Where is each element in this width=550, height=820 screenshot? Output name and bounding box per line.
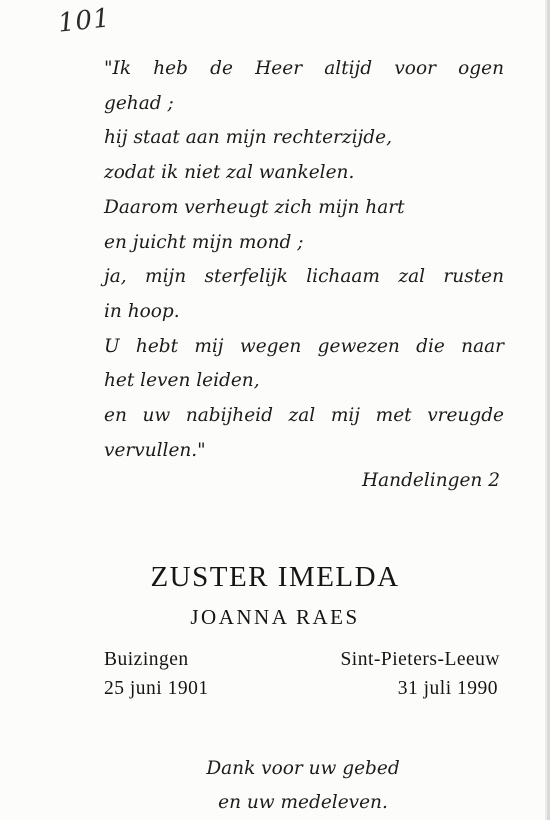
verse-line: en juicht mijn mond ; bbox=[104, 231, 304, 253]
verse-line: hij staat aan mijn rechterzijde, bbox=[104, 127, 392, 149]
death-date: 31 juli 1990 bbox=[397, 678, 498, 699]
handwritten-number: 101 bbox=[56, 3, 113, 39]
thanks-line: en uw medeleven. bbox=[218, 792, 388, 813]
verse-line: zodat ik niet zal wankelen. bbox=[104, 162, 355, 184]
verse-line: gehad ; bbox=[104, 92, 174, 114]
verse-line: Daarom verheugt zich mijn hart bbox=[104, 196, 405, 218]
birth-place: Buizingen bbox=[104, 649, 189, 670]
verse-line: het leven leiden, bbox=[104, 370, 260, 392]
death-place: Sint-Pieters-Leeuw bbox=[340, 649, 500, 670]
verse-line: ja, mijn sterfelijk lichaam zal rusten bbox=[104, 266, 504, 288]
deceased-religious-name: ZUSTER IMELDA bbox=[150, 561, 400, 593]
thanks-line: Dank voor uw gebed bbox=[206, 758, 400, 779]
bible-verse bbox=[104, 52, 504, 468]
verse-reference: Handelingen 2 bbox=[362, 470, 500, 491]
verse-line: U hebt mij wegen gewezen die naar bbox=[104, 335, 504, 357]
verse-line: "Ik heb de Heer altijd voor ogen bbox=[104, 58, 504, 79]
verse-line: in hoop. bbox=[104, 300, 180, 322]
verse-line: vervullen." bbox=[104, 439, 206, 461]
thanks-message bbox=[0, 752, 550, 820]
deceased-civil-name: JOANNA RAES bbox=[190, 605, 360, 629]
birth-date: 25 juni 1901 bbox=[104, 678, 209, 699]
verse-line: en uw nabijheid zal mij met vreugde bbox=[104, 405, 504, 427]
